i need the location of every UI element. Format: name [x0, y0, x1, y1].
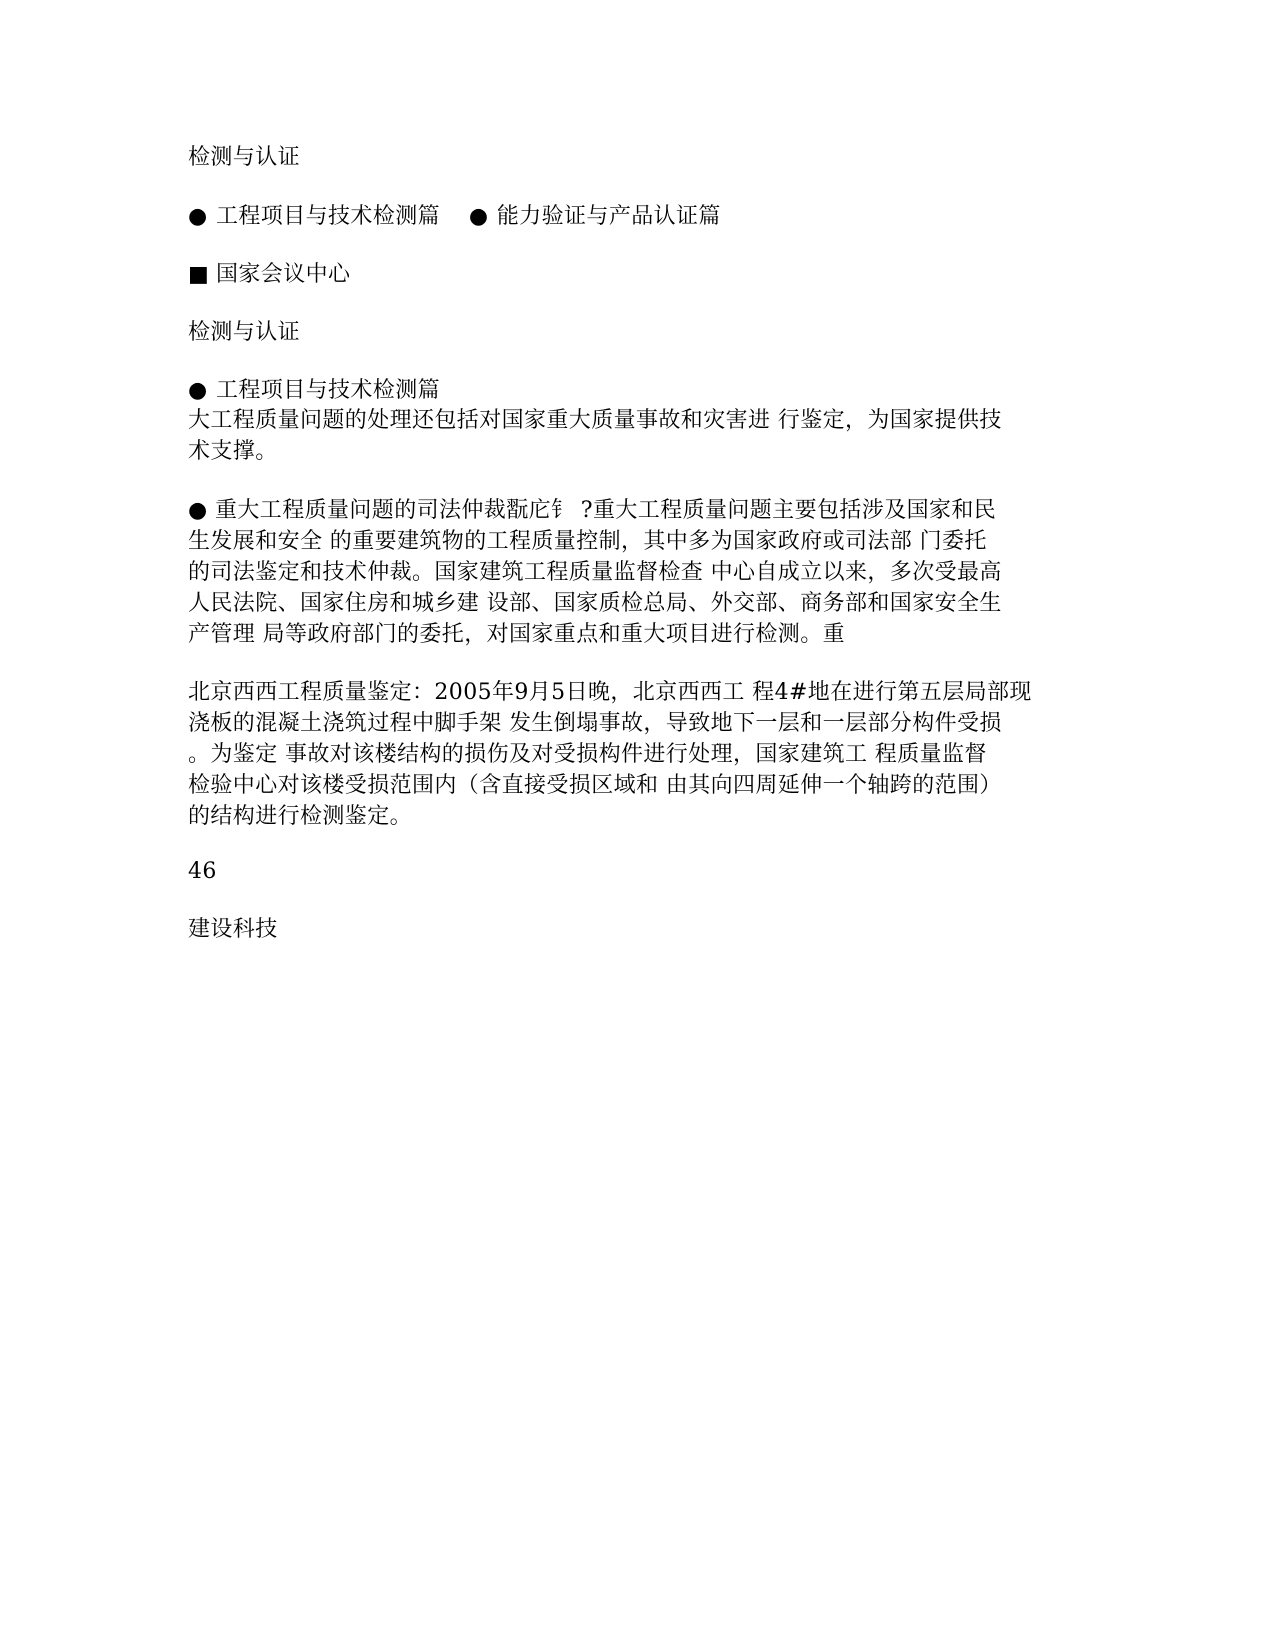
paragraph-3 — [188, 677, 1088, 832]
bullet-line-text: 工程项目与技术检测篇 — [216, 378, 441, 403]
page-number: 46 — [188, 859, 217, 884]
section-title-2: 检测与认证 — [188, 320, 301, 345]
paragraph-line: 浇板的混凝土浇筑过程中脚手架 发生倒塌事故，导致地下一层和一层部分构件受损 — [188, 711, 1002, 736]
nav-line — [188, 203, 721, 231]
sub-heading — [188, 261, 350, 289]
nav-item-certification: 能力验证与产品认证篇 — [496, 204, 721, 229]
publication-name: 建设科技 — [188, 917, 278, 942]
paragraph-line: 北京西西工程质量鉴定：2005年9月5日晚，北京西西工 程4#地在进行第五层局部现 — [188, 680, 1032, 705]
paragraph-line: 人民法院、国家住房和城乡建 设部、国家质检总局、外交部、商务部和国家安全生 — [188, 591, 1002, 616]
bullet-square-icon: ■ — [188, 262, 210, 287]
bullet-dot-icon: ● — [188, 204, 208, 229]
paragraph-line: 产管理 局等政府部门的委托，对国家重点和重大项目进行检测。重 — [188, 622, 845, 647]
paragraph-2 — [188, 495, 1088, 650]
bullet-line — [188, 377, 440, 405]
sub-heading-text: 国家会议中心 — [216, 262, 351, 287]
paragraph-line: 的司法鉴定和技术仲裁。国家建筑工程质量监督检查 中心自成立以来，多次受最高 — [188, 560, 1002, 585]
bullet-dot-icon: ● — [468, 204, 489, 229]
section-title: 检测与认证 — [188, 145, 301, 170]
bullet-dot-icon: ● — [188, 378, 208, 403]
paragraph-line: 的结构进行检测鉴定。 — [188, 804, 413, 829]
paragraph-line: 检验中心对该楼受损范围内（含直接受损区域和 由其向四周延伸一个轴跨的范围） — [188, 773, 1002, 798]
paragraph-1 — [188, 405, 1088, 467]
paragraph-line: ● 重大工程质量问题的司法仲裁翫庀钅 ?重大工程质量问题主要包括涉及国家和民 — [188, 498, 997, 523]
paragraph-line: 大工程质量问题的处理还包括对国家重大质量事故和灾害进 行鉴定，为国家提供技 — [188, 408, 1002, 433]
paragraph-line: 生发展和安全 的重要建筑物的工程质量控制，其中多为国家政府或司法部 门委托 — [188, 529, 987, 554]
nav-item-engineering: 工程项目与技术检测篇 — [216, 204, 441, 229]
paragraph-line: 术支撑。 — [188, 439, 278, 464]
paragraph-line: 。为鉴定 事故对该楼结构的损伤及对受损构件进行处理，国家建筑工 程质量监督 — [188, 742, 987, 767]
